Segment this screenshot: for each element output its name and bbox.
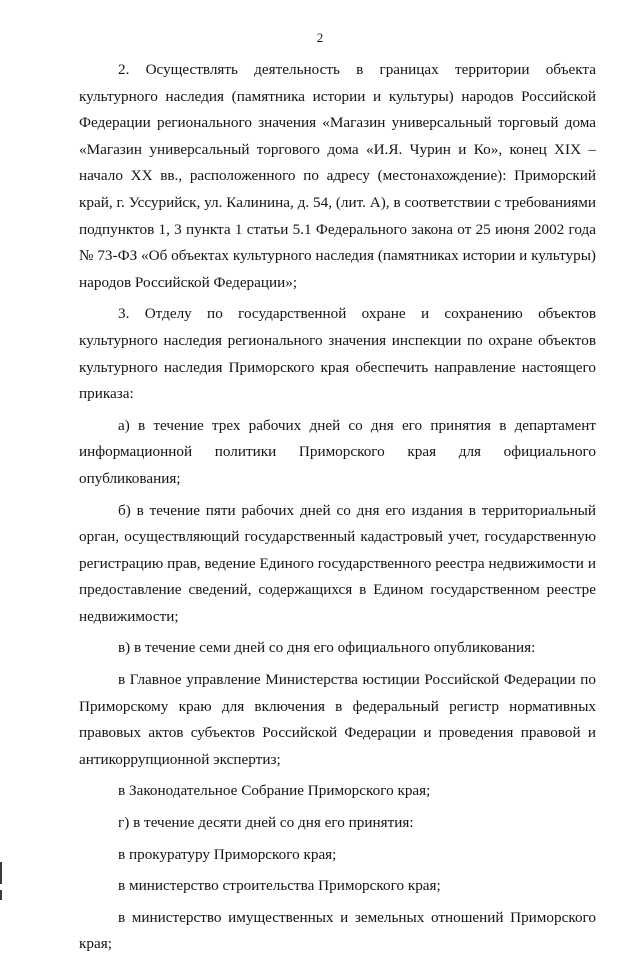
page-number: 2 <box>316 30 324 45</box>
paragraph-item-2: 2. Осуществлять деятельность в границах территории объекта культурного наследия (памятника истории и культуры) народов Российской Федерации регионального значения «Магазин универсальный торговый дома «Магазин универсальный торгового дома «И.Я. Чурин и Ко», конец XIX – начало XX вв., расположенного по адресу (местонахождение): Приморский край, г. Уссурийск, ул. Калинина, д. 54, (лит. А), в соответствии с требованиями подпунктов 1, 3 пункта 1 статьи 5.1 Федерального закона от 25 июня 2002 года № 73-ФЗ «Об объектах культурного наследия (памятниках истории и культуры) народов Российской Федерации»; <box>79 61 596 291</box>
scan-edge-mark <box>0 890 2 900</box>
paragraph-subitem-v: в) в течение семи дней со дня его официального опубликования: <box>118 639 536 657</box>
paragraph-property-ministry: в министерство имущественных и земельных отношений Приморского края; <box>79 908 596 953</box>
paragraph-justice-ministry: в Главное управление Министерства юстиции Российской Федерации по Приморскому краю для включения в федеральный регистр нормативных правовых актов субъектов Российской Федерации и проведения правовой и антикоррупционной экспертиз; <box>79 671 596 768</box>
paragraph-subitem-b: б) в течение пяти рабочих дней со дня его издания в территориальный орган, осуществляющий государственный кадастровый учет, государственную регистрацию прав, ведение Единого государственного реестра недвижимости и предоставление сведений, содержащихся в Едином государственном реестре недвижимости; <box>79 501 596 625</box>
paragraph-subitem-g: г) в течение десяти дней со дня его принятия: <box>118 814 414 832</box>
paragraph-construction-ministry: в министерство строительства Приморского края; <box>118 877 441 895</box>
paragraph-item-3: 3. Отделу по государственной охране и сохранению объектов культурного наследия регионального значения инспекции по охране объектов культурного наследия Приморского края обеспечить направление настоящего приказа: <box>79 305 596 403</box>
paragraph-prosecutor: в прокуратуру Приморского края; <box>118 845 337 863</box>
document-body <box>79 57 596 958</box>
scan-edge-mark <box>0 862 2 884</box>
paragraph-legislative-assembly: в Законодательное Собрание Приморского края; <box>118 782 431 800</box>
paragraph-subitem-a: а) в течение трех рабочих дней со дня его принятия в департамент информационной политики Приморского края для официального опубликования; <box>79 416 596 487</box>
